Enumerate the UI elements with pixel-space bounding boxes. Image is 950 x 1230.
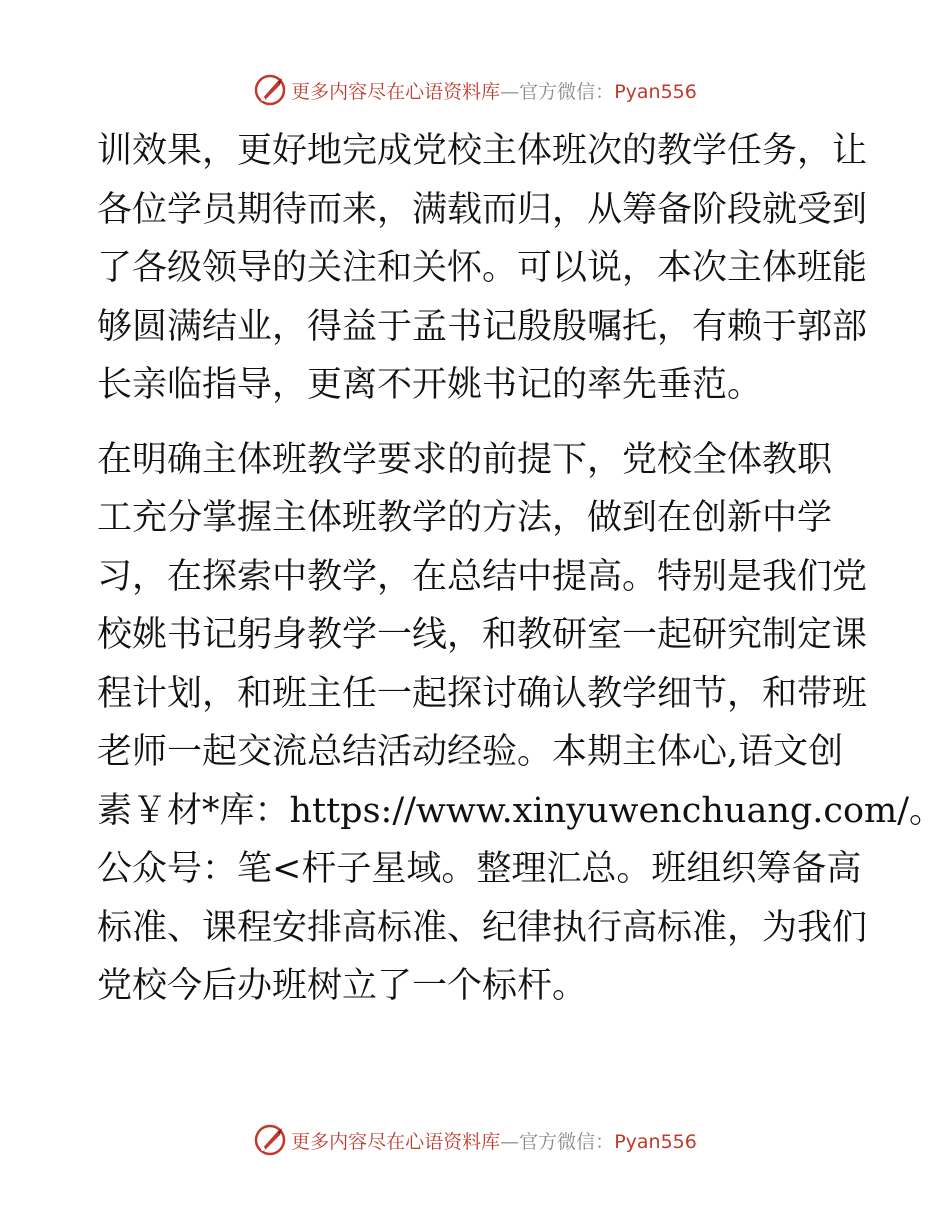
footer-banner-wechat-label: 官方微信： <box>519 1130 615 1153</box>
text-line: 习，在探索中教学，在总结中提高。特别是我们党 <box>97 556 868 597</box>
text-line: 长亲临指导，更离不开姚书记的率先垂范。 <box>97 365 763 405</box>
text-line: 各位学员期待而来，满载而归，从筹备阶段就受到 <box>97 189 868 230</box>
text-line: 校姚书记躬身教学一线，和教研室一起研究制定课 <box>97 615 868 655</box>
quill-pen-logo-icon <box>253 73 287 107</box>
header-banner-text <box>291 77 697 104</box>
text-line: 党校今后办班树立了一个标杆。 <box>97 966 588 1006</box>
text-line: 标准、课程安排高标准、纪律执行高标准，为我们 <box>97 907 868 948</box>
header-banner-dash: — <box>500 80 520 103</box>
text-line: 公众号：笔<杆子星域。整理汇总。班组织筹备高 <box>97 849 862 889</box>
header-banner-wechat-label: 官方微信： <box>519 80 615 103</box>
header-banner-main: 更多内容尽在心语资料库 <box>291 80 501 103</box>
text-line: 素￥材*库：https://www.xinyuwenchuang.com/。 <box>97 790 945 831</box>
footer-banner-main: 更多内容尽在心语资料库 <box>291 1130 501 1153</box>
document-body <box>97 122 945 1016</box>
footer-banner-wechat-id: Pyan556 <box>614 1130 697 1153</box>
text-line: 程计划，和班主任一起探讨确认教学细节，和带班 <box>97 673 868 714</box>
text-line: 训效果，更好地完成党校主体班次的教学任务，让 <box>97 131 868 171</box>
paragraph-1 <box>97 122 867 415</box>
paragraph-2 <box>97 431 945 1016</box>
footer-banner <box>0 1120 950 1160</box>
header-banner <box>0 70 950 110</box>
text-line: 够圆满结业，得益于孟书记殷殷嘱托，有赖于郭部 <box>97 306 868 347</box>
text-line: 在明确主体班教学要求的前提下，党校全体教职 <box>97 439 833 480</box>
footer-banner-text <box>291 1127 697 1154</box>
text-line: 了各级领导的关注和关怀。可以说，本次主体班能 <box>97 248 868 288</box>
quill-pen-logo-icon <box>253 1123 287 1157</box>
text-line: 工充分掌握主体班教学的方法，做到在创新中学 <box>97 498 833 538</box>
text-line: 老师一起交流总结活动经验。本期主体心,语文创 <box>97 732 844 772</box>
footer-banner-dash: — <box>500 1130 520 1153</box>
header-banner-wechat-id: Pyan556 <box>614 80 697 103</box>
